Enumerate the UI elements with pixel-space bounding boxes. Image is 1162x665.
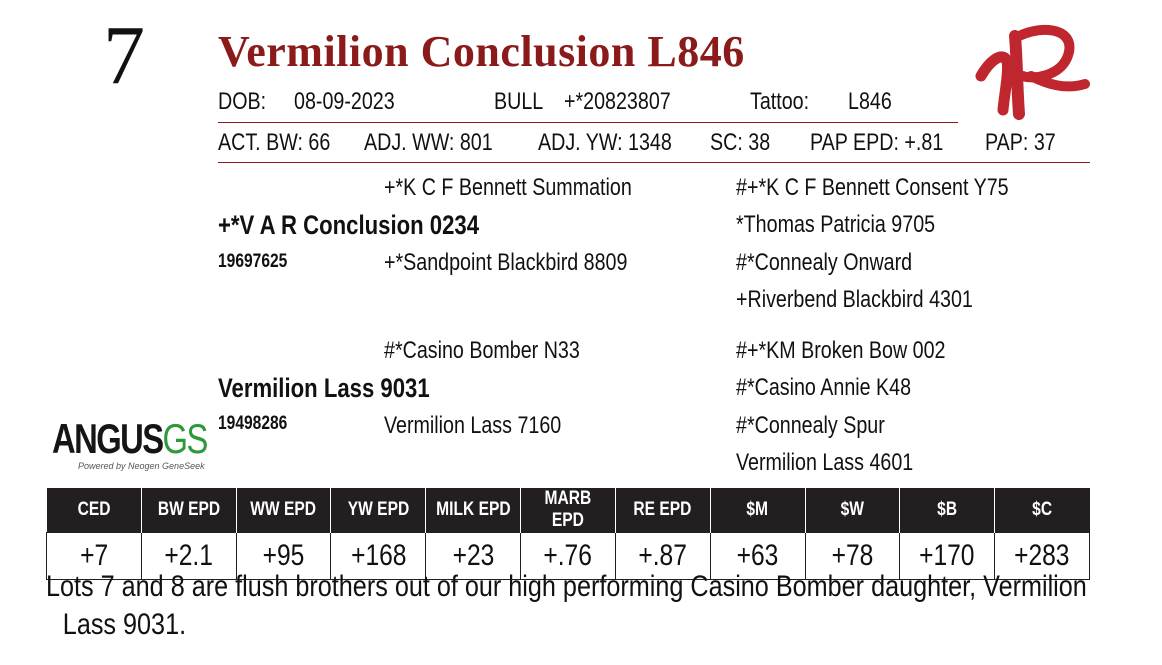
pedigree-dam-registration: 19498286 — [218, 413, 288, 434]
epd-header-milk: MILK EPD — [426, 488, 521, 533]
epd-value-w: +78 — [805, 533, 900, 580]
pedigree-sire-dam-sire: #*Connealy Onward — [736, 249, 913, 276]
pedigree-sire-dam-dam: +Riverbend Blackbird 4301 — [736, 286, 973, 313]
pedigree-dam-dam: Vermilion Lass 7160 — [384, 412, 562, 439]
epd-header-bw: BW EPD — [141, 488, 236, 533]
pedigree-dam-dam-sire: #*Connealy Spur — [736, 412, 885, 439]
epd-value-b: +170 — [900, 533, 995, 580]
pap-epd: PAP EPD: +.81 — [810, 129, 944, 156]
epd-header-yw: YW EPD — [331, 488, 426, 533]
epd-value-yw: +168 — [331, 533, 426, 580]
pedigree-dam-dam-dam: Vermilion Lass 4601 — [736, 449, 914, 476]
epd-header-c: $C — [995, 488, 1090, 533]
lot-number: 7 — [103, 9, 145, 102]
epd-value-ced: +7 — [47, 533, 142, 580]
adjusted-weaning-weight: ADJ. WW: 801 — [364, 129, 493, 156]
sex-value: BULL — [494, 88, 544, 115]
epd-header-m: $M — [710, 488, 805, 533]
pedigree-sire-sire-dam: *Thomas Patricia 9705 — [736, 211, 936, 238]
lot-note — [46, 568, 1146, 644]
divider-line — [218, 122, 958, 123]
pedigree-sire-registration: 19697625 — [218, 251, 288, 272]
dob-label: DOB: — [218, 88, 267, 115]
actual-birth-weight: ACT. BW: 66 — [218, 129, 331, 156]
pedigree-dam-sire-sire: #+*KM Broken Bow 002 — [736, 337, 946, 364]
pedigree-sire-sire-sire: #+*K C F Bennett Consent Y75 — [736, 174, 1009, 201]
dob-value: 08-09-2023 — [294, 88, 395, 115]
brand-mark-logo — [975, 18, 1090, 123]
pedigree-sire-dam: +*Sandpoint Blackbird 8809 — [384, 249, 628, 276]
registration-number: +*20823807 — [564, 88, 671, 115]
tattoo-label: Tattoo: — [750, 88, 810, 115]
epd-value-milk: +23 — [426, 533, 521, 580]
logo-angus-text: ANGUS — [52, 415, 163, 462]
pedigree-sire-sire: +*K C F Bennett Summation — [384, 174, 632, 201]
epd-value-c: +283 — [995, 533, 1090, 580]
epd-header-b: $B — [900, 488, 995, 533]
epd-header-ww: WW EPD — [236, 488, 331, 533]
logo-gs-text: GS — [162, 415, 207, 462]
epd-header-ced: CED — [47, 488, 142, 533]
epd-header-marb: MARB EPD — [521, 488, 616, 533]
angus-gs-logo — [52, 415, 207, 477]
pedigree-dam-sire: #*Casino Bomber N33 — [384, 337, 580, 364]
tattoo-value: L846 — [848, 88, 892, 115]
animal-name: Vermilion Conclusion L846 — [218, 27, 745, 76]
epd-value-bw: +2.1 — [141, 533, 236, 580]
pedigree-dam-sire-dam: #*Casino Annie K48 — [736, 374, 912, 401]
epd-value-m: +63 — [710, 533, 805, 580]
epd-header-w: $W — [805, 488, 900, 533]
pedigree-dam: Vermilion Lass 9031 — [218, 373, 430, 403]
divider-line — [218, 162, 1090, 163]
scrotal-circumference: SC: 38 — [710, 129, 771, 156]
logo-tagline: Powered by Neogen GeneSeek — [78, 461, 205, 471]
epd-value-ww: +95 — [236, 533, 331, 580]
epd-table — [46, 488, 1090, 580]
pedigree-sire: +*V A R Conclusion 0234 — [218, 210, 480, 240]
pap-value: PAP: 37 — [985, 129, 1056, 156]
lot-note-line-2: Lass 9031. — [62, 608, 187, 641]
epd-value-re: +.87 — [615, 533, 710, 580]
epd-value-marb: +.76 — [521, 533, 616, 580]
epd-header-re: RE EPD — [615, 488, 710, 533]
epd-header-row — [47, 488, 1090, 533]
lot-note-line-1: Lots 7 and 8 are flush brothers out of our high performing Casino Bomber daughter, Vermilion — [46, 570, 1087, 603]
adjusted-yearling-weight: ADJ. YW: 1348 — [538, 129, 672, 156]
